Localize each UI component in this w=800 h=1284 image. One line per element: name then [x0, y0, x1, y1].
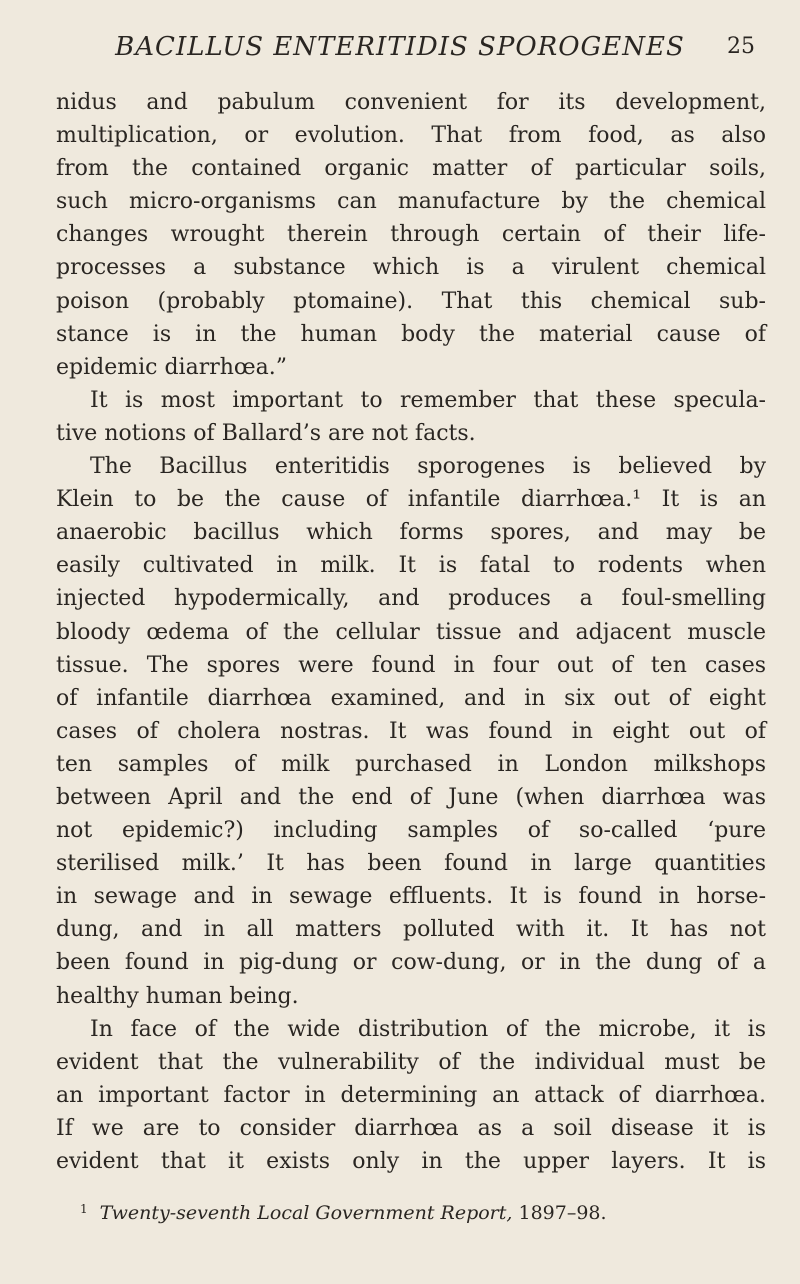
text-line: bloody œdema of the cellular tissue and adjacent muscle	[56, 619, 766, 645]
text-line: nidus and pabulum convenient for its development,	[56, 90, 766, 115]
text-line: dung, and in all matters polluted with it. It has not	[56, 917, 766, 943]
running-head: BACILLUS ENTERITIDIS SPOROGENES	[115, 32, 685, 62]
text-line: epidemic diarrhœa.”	[56, 354, 287, 380]
text-line: stance is in the human body the material cause of	[56, 321, 766, 347]
text-line: In face of the wide distribution of the microbe, it is	[90, 1016, 766, 1042]
text-line: tive notions of Ballard’s are not facts.	[56, 420, 476, 446]
footnote-years: 1897–98.	[512, 1202, 607, 1224]
text-line: If we are to consider diarrhœa as a soil disease it is	[56, 1115, 766, 1141]
text-line: such micro-organisms can manufacture by the chemical	[56, 189, 766, 215]
body-text	[56, 86, 766, 1178]
text-line: multiplication, or evolution. That from food, as also	[56, 123, 766, 149]
text-line: poison (probably ptomaine). That this chemical sub-	[56, 288, 766, 314]
text-line: an important factor in determining an attack of diarrhœa.	[56, 1082, 766, 1108]
text-line: from the contained organic matter of particular soils,	[56, 156, 766, 182]
text-line: injected hypodermically, and produces a foul-smelling	[56, 586, 766, 612]
text-line: sterilised milk.’ It has been found in large quantities	[56, 851, 766, 877]
page-number: 25	[727, 34, 755, 59]
text-line: healthy human being.	[56, 983, 299, 1009]
text-line: not epidemic?) including samples of so-called ‘pure	[56, 818, 766, 844]
text-line: It is most important to remember that these specula-	[90, 387, 766, 413]
text-line: changes wrought therein through certain of their life-	[56, 222, 766, 248]
text-line: been found in pig-dung or cow-dung, or in the dung of a	[56, 950, 766, 976]
text-line: evident that the vulnerability of the individual must be	[56, 1049, 766, 1075]
text-line: in sewage and in sewage effluents. It is found in horse-	[56, 884, 766, 910]
text-line: ten samples of milk purchased in London milkshops	[56, 751, 766, 777]
text-line: processes a substance which is a virulent chemical	[56, 255, 766, 281]
text-line: tissue. The spores were found in four out of ten cases	[56, 652, 766, 678]
text-line: easily cultivated in milk. It is fatal to rodents when	[56, 553, 766, 579]
text-line: Klein to be the cause of infantile diarrhœa.¹ It is an	[56, 487, 766, 513]
text-line: of infantile diarrhœa examined, and in six out of eight	[56, 685, 766, 711]
footnote-marker: 1	[80, 1202, 88, 1216]
footnote-title: Twenty-seventh Local Government Report,	[99, 1202, 513, 1224]
text-line: between April and the end of June (when diarrhœa was	[56, 784, 766, 810]
footnote	[80, 1202, 607, 1224]
text-line: The Bacillus enteritidis sporogenes is believed by	[90, 454, 766, 480]
text-line: anaerobic bacillus which forms spores, and may be	[56, 520, 766, 546]
text-line: cases of cholera nostras. It was found in eight out of	[56, 718, 766, 744]
page-header	[0, 32, 800, 72]
text-line: evident that it exists only in the upper layers. It is	[56, 1149, 766, 1174]
